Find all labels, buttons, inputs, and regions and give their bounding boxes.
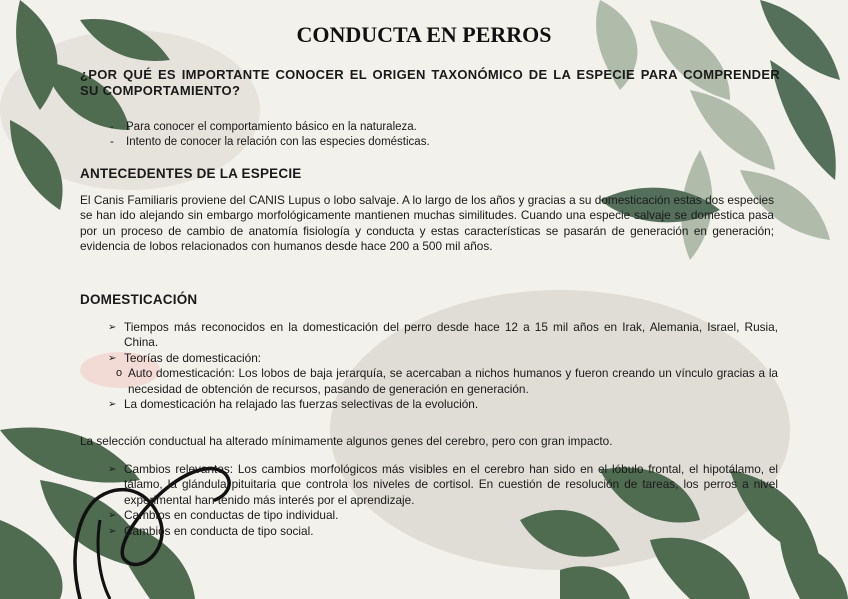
arrow-bullet-icon: ➢ (108, 399, 117, 411)
list-item: ➢ Cambios en conductas de tipo individual. (108, 508, 339, 523)
arrow-bullet-icon: ➢ (108, 510, 117, 522)
list-item: ➢ La domesticación ha relajado las fuerzas selectivas de la evolución. (108, 397, 479, 412)
paragraph-seleccion: La selección conductual ha alterado mínimamente algunos genes del cerebro, pero con gran impacto. (80, 434, 613, 448)
list-item: - Intento de conocer la relación con las especies domésticas. (110, 136, 430, 148)
arrow-bullet-icon: ➢ (108, 352, 117, 364)
heading-antecedentes: ANTECEDENTES DE LA ESPECIE (80, 166, 302, 181)
list-item: ➢ Cambios relevantes: Los cambios morfológicos más visibles en el cerebro han sido en el lóbulo frontal, el hipotálamo, el tálamo, la glándula pituitaria que controla los niveles de cortisol. En cuestión de resolución de tareas, los perros a nivel experimental han tenido más interés por el aprendizaje. (108, 462, 778, 507)
arrow-bullet-icon: ➢ (108, 464, 117, 475)
question-bullet-list (110, 120, 430, 150)
list-item: ➢ Teorías de domesticación: (108, 350, 262, 365)
heading-domesticacion: DOMESTICACIÓN (80, 292, 198, 307)
dash-bullet: - (110, 136, 114, 148)
list-item: ➢ Cambios en conducta de tipo social. (108, 523, 314, 538)
domesticacion-bullet-list (108, 320, 778, 412)
arrow-bullet-icon: ➢ (108, 322, 117, 333)
cambios-bullet-list (108, 462, 778, 539)
list-item: - Para conocer el comportamiento básico en la naturaleza. (110, 121, 417, 133)
circle-bullet-icon: o (116, 367, 123, 380)
document-title: CONDUCTA EN PERROS (296, 22, 552, 47)
list-item: ➢ Tiempos más reconocidos en la domesticación del perro desde hace 12 a 15 mil años en Irak, Alemania, Israel, Rusia, China. (108, 320, 778, 350)
section-question: ¿POR QUÉ ES IMPORTANTE CONOCER EL ORIGEN TAXONÓMICO DE LA ESPECIE PARA COMPRENDER SU COMPORTAMIENTO? (80, 67, 780, 98)
dash-bullet: - (110, 121, 114, 133)
arrow-bullet-icon: ➢ (108, 525, 117, 537)
sub-list-item: o Auto domesticación: Los lobos de baja jerarquía, se acercaban a nichos humanos y fueron creando un vínculo gracias a la necesidad de obtención de recursos, pasando de generación en generación. (116, 366, 778, 396)
paragraph-antecedentes: El Canis Familiaris proviene del CANIS Lupus o lobo salvaje. A lo largo de los años y gracias a su domesticación estas dos especies se han ido alejando sin embargo morfológicamente mantienen muchas similitudes. Cuando una especie salvaje se domestica pasa por un proceso de cambio de anatomía fisiología y conducta y estas características se pasarán de generación en generación; evidencia de lobos relacionados con humanos desde hace 200 a 500 mil años. (80, 193, 774, 254)
